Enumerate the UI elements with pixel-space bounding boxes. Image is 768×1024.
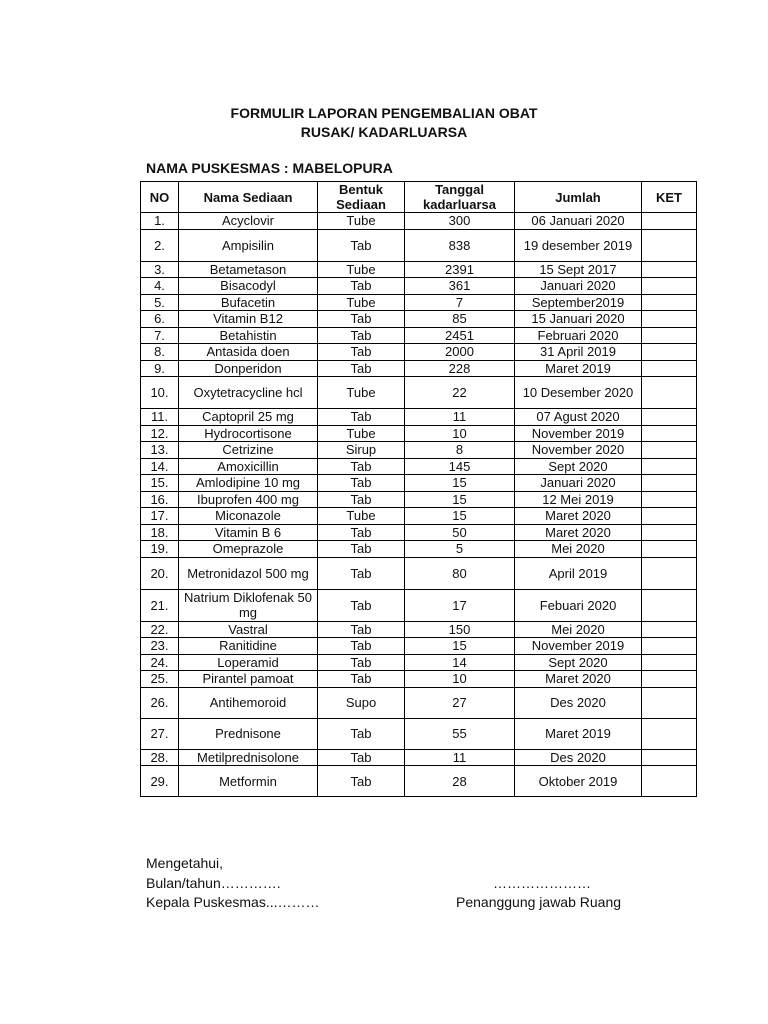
table-body xyxy=(141,213,697,797)
table-row xyxy=(141,589,697,621)
cell-tanggal: 145 xyxy=(405,458,515,475)
cell-no: 22. xyxy=(141,621,179,638)
cell-nama: Miconazole xyxy=(179,508,318,525)
cell-bentuk: Tube xyxy=(318,294,405,311)
cell-no: 24. xyxy=(141,654,179,671)
cell-bentuk: Tab xyxy=(318,458,405,475)
cell-no: 25. xyxy=(141,671,179,688)
cell-ket xyxy=(642,718,697,749)
cell-no: 12. xyxy=(141,425,179,442)
cell-tanggal: 2000 xyxy=(405,344,515,361)
cell-tanggal: 10 xyxy=(405,425,515,442)
cell-tanggal: 150 xyxy=(405,621,515,638)
cell-bentuk: Tab xyxy=(318,229,405,261)
table-row xyxy=(141,229,697,261)
cell-tanggal: 17 xyxy=(405,589,515,621)
cell-nama: Amlodipine 10 mg xyxy=(179,475,318,492)
cell-jumlah: Sept 2020 xyxy=(515,654,642,671)
cell-nama: Betahistin xyxy=(179,327,318,344)
table-row xyxy=(141,311,697,328)
table-row xyxy=(141,344,697,361)
cell-jumlah: November 2020 xyxy=(515,442,642,459)
table-row xyxy=(141,425,697,442)
cell-ket xyxy=(642,749,697,766)
cell-no: 6. xyxy=(141,311,179,328)
table-row xyxy=(141,654,697,671)
cell-nama: Vastral xyxy=(179,621,318,638)
form-subtitle: RUSAK/ KADARLUARSA xyxy=(300,124,468,140)
cell-ket xyxy=(642,475,697,492)
cell-jumlah: Maret 2020 xyxy=(515,524,642,541)
cell-bentuk: Tab xyxy=(318,344,405,361)
cell-tanggal: 55 xyxy=(405,718,515,749)
puskesmas-name: NAMA PUSKESMAS : MABELOPURA xyxy=(146,160,393,176)
cell-bentuk: Tube xyxy=(318,261,405,278)
cell-jumlah: 15 Januari 2020 xyxy=(515,311,642,328)
cell-bentuk: Tab xyxy=(318,475,405,492)
table-row xyxy=(141,213,697,230)
cell-ket xyxy=(642,687,697,718)
header-jumlah: Jumlah xyxy=(515,182,642,213)
cell-bentuk: Tab xyxy=(318,621,405,638)
footer-bulan-tahun: Bulan/tahun…………. xyxy=(146,875,281,891)
cell-nama: Vitamin B 6 xyxy=(179,524,318,541)
cell-bentuk: Tab xyxy=(318,360,405,377)
table-row xyxy=(141,541,697,558)
cell-bentuk: Tab xyxy=(318,671,405,688)
cell-ket xyxy=(642,294,697,311)
cell-bentuk: Tab xyxy=(318,541,405,558)
cell-nama: Cetrizine xyxy=(179,442,318,459)
table-row xyxy=(141,557,697,589)
cell-jumlah: 10 Desember 2020 xyxy=(515,377,642,409)
cell-ket xyxy=(642,671,697,688)
cell-bentuk: Tab xyxy=(318,524,405,541)
cell-jumlah: Des 2020 xyxy=(515,749,642,766)
cell-ket xyxy=(642,557,697,589)
cell-nama: Prednisone xyxy=(179,718,318,749)
cell-tanggal: 28 xyxy=(405,766,515,797)
cell-no: 9. xyxy=(141,360,179,377)
cell-nama: Acyclovir xyxy=(179,213,318,230)
cell-jumlah: November 2019 xyxy=(515,638,642,655)
cell-nama: Ampisilin xyxy=(179,229,318,261)
cell-jumlah: Sept 2020 xyxy=(515,458,642,475)
footer-date-dots: ………………… xyxy=(493,875,591,891)
cell-ket xyxy=(642,213,697,230)
cell-bentuk: Tab xyxy=(318,557,405,589)
header-bentuk-sediaan: Bentuk Sediaan xyxy=(318,182,405,213)
cell-nama: Bufacetin xyxy=(179,294,318,311)
cell-tanggal: 361 xyxy=(405,278,515,295)
cell-jumlah: Maret 2020 xyxy=(515,508,642,525)
cell-ket xyxy=(642,327,697,344)
cell-nama: Hydrocortisone xyxy=(179,425,318,442)
cell-jumlah: 06 Januari 2020 xyxy=(515,213,642,230)
cell-no: 10. xyxy=(141,377,179,409)
table-row xyxy=(141,508,697,525)
cell-bentuk: Tab xyxy=(318,654,405,671)
table-row xyxy=(141,261,697,278)
cell-jumlah: 15 Sept 2017 xyxy=(515,261,642,278)
cell-no: 18. xyxy=(141,524,179,541)
cell-tanggal: 300 xyxy=(405,213,515,230)
cell-ket xyxy=(642,766,697,797)
cell-ket xyxy=(642,311,697,328)
cell-ket xyxy=(642,261,697,278)
cell-jumlah: 31 April 2019 xyxy=(515,344,642,361)
cell-nama: Betametason xyxy=(179,261,318,278)
cell-bentuk: Tube xyxy=(318,425,405,442)
cell-ket xyxy=(642,621,697,638)
cell-bentuk: Supo xyxy=(318,687,405,718)
cell-tanggal: 2451 xyxy=(405,327,515,344)
cell-bentuk: Tab xyxy=(318,638,405,655)
table-row xyxy=(141,442,697,459)
cell-tanggal: 15 xyxy=(405,475,515,492)
cell-ket xyxy=(642,508,697,525)
cell-tanggal: 11 xyxy=(405,409,515,426)
cell-nama: Captopril 25 mg xyxy=(179,409,318,426)
table-row xyxy=(141,278,697,295)
cell-bentuk: Tab xyxy=(318,491,405,508)
footer-penanggung-jawab: Penanggung jawab Ruang xyxy=(456,894,622,910)
cell-jumlah: September2019 xyxy=(515,294,642,311)
table-header-row xyxy=(141,182,697,213)
cell-bentuk: Tab xyxy=(318,327,405,344)
cell-nama: Metronidazol 500 mg xyxy=(179,557,318,589)
table-row xyxy=(141,749,697,766)
table-row xyxy=(141,766,697,797)
cell-no: 20. xyxy=(141,557,179,589)
cell-no: 21. xyxy=(141,589,179,621)
cell-jumlah: November 2019 xyxy=(515,425,642,442)
cell-jumlah: Oktober 2019 xyxy=(515,766,642,797)
cell-jumlah: Januari 2020 xyxy=(515,278,642,295)
cell-jumlah: Maret 2019 xyxy=(515,718,642,749)
cell-ket xyxy=(642,278,697,295)
table-row xyxy=(141,475,697,492)
cell-ket xyxy=(642,458,697,475)
table-row xyxy=(141,621,697,638)
cell-ket xyxy=(642,589,697,621)
cell-jumlah: Mei 2020 xyxy=(515,621,642,638)
cell-tanggal: 2391 xyxy=(405,261,515,278)
cell-no: 29. xyxy=(141,766,179,797)
cell-jumlah: 07 Agust 2020 xyxy=(515,409,642,426)
cell-bentuk: Tube xyxy=(318,508,405,525)
cell-bentuk: Tab xyxy=(318,589,405,621)
cell-ket xyxy=(642,442,697,459)
table-row xyxy=(141,524,697,541)
cell-bentuk: Tab xyxy=(318,278,405,295)
cell-nama: Bisacodyl xyxy=(179,278,318,295)
table-row xyxy=(141,687,697,718)
cell-tanggal: 5 xyxy=(405,541,515,558)
cell-tanggal: 15 xyxy=(405,638,515,655)
cell-ket xyxy=(642,377,697,409)
cell-jumlah: Mei 2020 xyxy=(515,541,642,558)
table-row xyxy=(141,671,697,688)
cell-tanggal: 8 xyxy=(405,442,515,459)
header-nama-sediaan: Nama Sediaan xyxy=(179,182,318,213)
table-row xyxy=(141,638,697,655)
cell-no: 1. xyxy=(141,213,179,230)
table-row xyxy=(141,294,697,311)
cell-bentuk: Sirup xyxy=(318,442,405,459)
cell-bentuk: Tab xyxy=(318,749,405,766)
cell-no: 8. xyxy=(141,344,179,361)
cell-jumlah: Januari 2020 xyxy=(515,475,642,492)
cell-nama: Omeprazole xyxy=(179,541,318,558)
cell-tanggal: 27 xyxy=(405,687,515,718)
cell-no: 5. xyxy=(141,294,179,311)
table-row xyxy=(141,458,697,475)
cell-no: 26. xyxy=(141,687,179,718)
table-row xyxy=(141,409,697,426)
cell-no: 2. xyxy=(141,229,179,261)
cell-tanggal: 11 xyxy=(405,749,515,766)
cell-nama: Vitamin B12 xyxy=(179,311,318,328)
cell-ket xyxy=(642,524,697,541)
cell-no: 27. xyxy=(141,718,179,749)
cell-no: 23. xyxy=(141,638,179,655)
cell-jumlah: Februari 2020 xyxy=(515,327,642,344)
cell-tanggal: 10 xyxy=(405,671,515,688)
cell-bentuk: Tab xyxy=(318,766,405,797)
cell-ket xyxy=(642,360,697,377)
cell-no: 17. xyxy=(141,508,179,525)
cell-ket xyxy=(642,638,697,655)
cell-nama: Antasida doen xyxy=(179,344,318,361)
table-row xyxy=(141,327,697,344)
cell-no: 28. xyxy=(141,749,179,766)
footer-mengetahui: Mengetahui, xyxy=(146,855,224,871)
cell-tanggal: 80 xyxy=(405,557,515,589)
cell-tanggal: 85 xyxy=(405,311,515,328)
cell-nama: Loperamid xyxy=(179,654,318,671)
cell-bentuk: Tab xyxy=(318,311,405,328)
cell-ket xyxy=(642,344,697,361)
cell-bentuk: Tube xyxy=(318,213,405,230)
cell-tanggal: 228 xyxy=(405,360,515,377)
cell-no: 11. xyxy=(141,409,179,426)
cell-jumlah: April 2019 xyxy=(515,557,642,589)
cell-tanggal: 15 xyxy=(405,491,515,508)
cell-tanggal: 7 xyxy=(405,294,515,311)
cell-bentuk: Tab xyxy=(318,409,405,426)
cell-bentuk: Tube xyxy=(318,377,405,409)
cell-tanggal: 838 xyxy=(405,229,515,261)
cell-jumlah: Febuari 2020 xyxy=(515,589,642,621)
cell-jumlah: Maret 2019 xyxy=(515,360,642,377)
cell-tanggal: 22 xyxy=(405,377,515,409)
cell-ket xyxy=(642,654,697,671)
cell-nama: Natrium Diklofenak 50 mg xyxy=(179,589,318,621)
cell-nama: Oxytetracycline hcl xyxy=(179,377,318,409)
cell-nama: Pirantel pamoat xyxy=(179,671,318,688)
table-row xyxy=(141,491,697,508)
header-ket: KET xyxy=(642,182,697,213)
cell-jumlah: 19 desember 2019 xyxy=(515,229,642,261)
cell-no: 4. xyxy=(141,278,179,295)
cell-nama: Amoxicillin xyxy=(179,458,318,475)
cell-no: 19. xyxy=(141,541,179,558)
cell-jumlah: 12 Mei 2019 xyxy=(515,491,642,508)
cell-nama: Donperidon xyxy=(179,360,318,377)
cell-ket xyxy=(642,491,697,508)
cell-ket xyxy=(642,409,697,426)
cell-ket xyxy=(642,229,697,261)
table-row xyxy=(141,718,697,749)
cell-jumlah: Des 2020 xyxy=(515,687,642,718)
header-tanggal-kadarluarsa: Tanggal kadarluarsa xyxy=(405,182,515,213)
cell-nama: Metilprednisolone xyxy=(179,749,318,766)
footer-kepala-puskesmas: Kepala Puskesmas...……… xyxy=(146,894,320,910)
table-row xyxy=(141,360,697,377)
cell-nama: Antihemoroid xyxy=(179,687,318,718)
form-title: FORMULIR LAPORAN PENGEMBALIAN OBAT xyxy=(230,105,538,121)
cell-no: 15. xyxy=(141,475,179,492)
cell-ket xyxy=(642,425,697,442)
cell-tanggal: 15 xyxy=(405,508,515,525)
cell-no: 13. xyxy=(141,442,179,459)
cell-nama: Ranitidine xyxy=(179,638,318,655)
cell-tanggal: 50 xyxy=(405,524,515,541)
cell-no: 14. xyxy=(141,458,179,475)
cell-nama: Metformin xyxy=(179,766,318,797)
cell-tanggal: 14 xyxy=(405,654,515,671)
cell-no: 3. xyxy=(141,261,179,278)
cell-nama: Ibuprofen 400 mg xyxy=(179,491,318,508)
medicine-return-table xyxy=(140,181,697,797)
cell-no: 16. xyxy=(141,491,179,508)
cell-bentuk: Tab xyxy=(318,718,405,749)
cell-jumlah: Maret 2020 xyxy=(515,671,642,688)
table-row xyxy=(141,377,697,409)
cell-no: 7. xyxy=(141,327,179,344)
header-no: NO xyxy=(141,182,179,213)
cell-ket xyxy=(642,541,697,558)
